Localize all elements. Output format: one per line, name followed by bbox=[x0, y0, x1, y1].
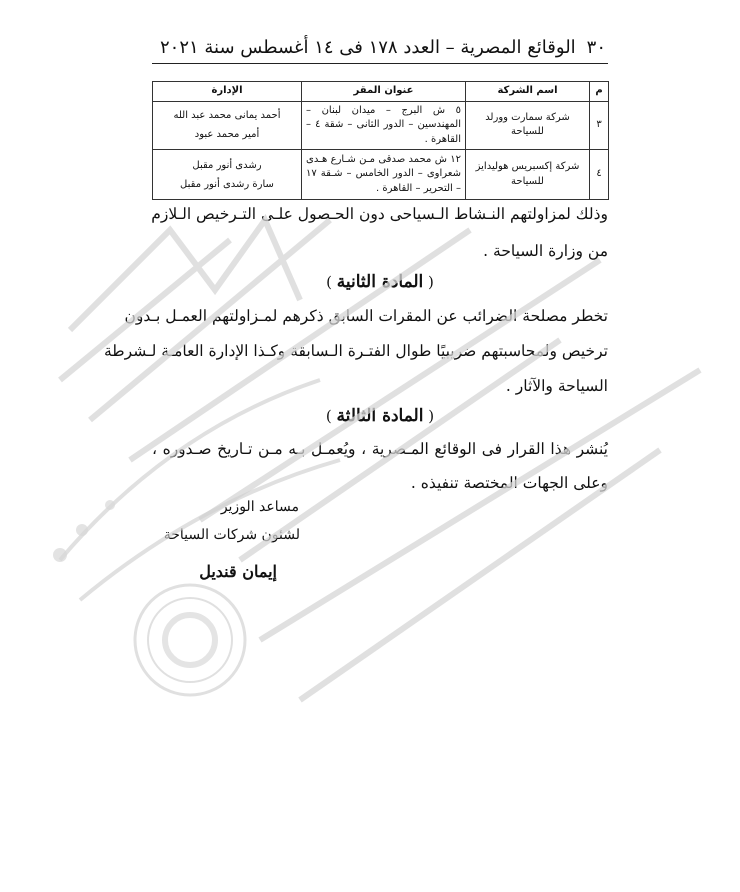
heading-paren: ) bbox=[325, 407, 337, 425]
table-row bbox=[153, 101, 609, 150]
signature-name: إيمان قنديل bbox=[199, 562, 277, 581]
table-row bbox=[153, 150, 609, 200]
row-number: ٣ bbox=[590, 101, 609, 150]
heading-paren: ( bbox=[423, 273, 434, 291]
paragraph-line: وذلك لمزاولتهم النـشاط الـسياحى دون الحـصول علـى التـرخيص الـلازم bbox=[151, 205, 608, 223]
column-header-management: الإدارة bbox=[153, 82, 302, 102]
manager-name: أحمد يمانى محمد عبد الله bbox=[173, 110, 281, 122]
paragraph-line: ترخيص ولمحاسبتهم ضريبيًا طوال الفتـرة الـسابقة وكـذا الإدارة العامـة لـشرطة bbox=[104, 342, 608, 360]
paragraph-line: وعلى الجهات المختصة تنفيذه . bbox=[410, 474, 608, 492]
paragraph-line: السياحة والآثار . bbox=[505, 377, 608, 395]
companies-table bbox=[152, 81, 609, 200]
signature-role: لشئون شركات السياحة bbox=[163, 527, 300, 543]
company-name: شركة سمارت وورلد للسياحة bbox=[466, 101, 590, 150]
column-header-number: م bbox=[590, 82, 609, 102]
paragraph-line: من وزارة السياحة . bbox=[483, 242, 608, 260]
seal-icon bbox=[135, 585, 245, 695]
paragraph-line: تخطر مصلحة الضرائب عن المقرات السابق ذكرهم لمـزاولتهم العمـل بـدون bbox=[124, 307, 608, 325]
paragraph-line: يُنشر هذا القرار فى الوقائع المـصرية ، ويُعمـل بـه مـن تـاريخ صـدوره ، bbox=[152, 440, 608, 458]
company-management bbox=[153, 150, 302, 200]
column-header-address: عنوان المقر bbox=[302, 82, 466, 102]
manager-name: سارة رشدى أنور مقبل bbox=[180, 178, 274, 190]
article-title: المادة الثانية bbox=[336, 272, 424, 292]
table-header-row bbox=[153, 82, 609, 102]
company-address: ٥ ش البرج – ميدان لبنان – المهندسين – الدور الثانى – شقة ٤ – القاهرة . bbox=[302, 101, 466, 150]
page-header bbox=[160, 34, 606, 60]
article-title: المادة الثالثة bbox=[336, 406, 424, 426]
article-heading bbox=[152, 272, 608, 292]
header-divider bbox=[152, 63, 608, 64]
company-management bbox=[153, 101, 302, 150]
issue-line: الوقائع المصرية – العدد ١٧٨ فى ١٤ أغسطس سنة ٢٠٢١ bbox=[160, 36, 576, 58]
article-heading bbox=[152, 406, 608, 426]
column-header-company: اسم الشركة bbox=[466, 82, 590, 102]
heading-paren: ( bbox=[423, 407, 435, 425]
company-address: ١٢ ش محمد صدقى مـن شـارع هـدى شعراوى – الدور الخامس – شـقة ١٧ – التحرير – القاهرة . bbox=[302, 150, 466, 200]
manager-name: أمير محمد عبود bbox=[194, 129, 260, 141]
page-number: ٣٠ bbox=[586, 36, 606, 58]
manager-name: رشدى أنور مقبل bbox=[192, 159, 262, 171]
row-number: ٤ bbox=[590, 150, 609, 200]
company-name: شركة إكسبريس هوليدايز للسياحة bbox=[466, 150, 590, 200]
signature-role: مساعد الوزير bbox=[220, 499, 299, 515]
heading-paren: ) bbox=[326, 273, 337, 291]
